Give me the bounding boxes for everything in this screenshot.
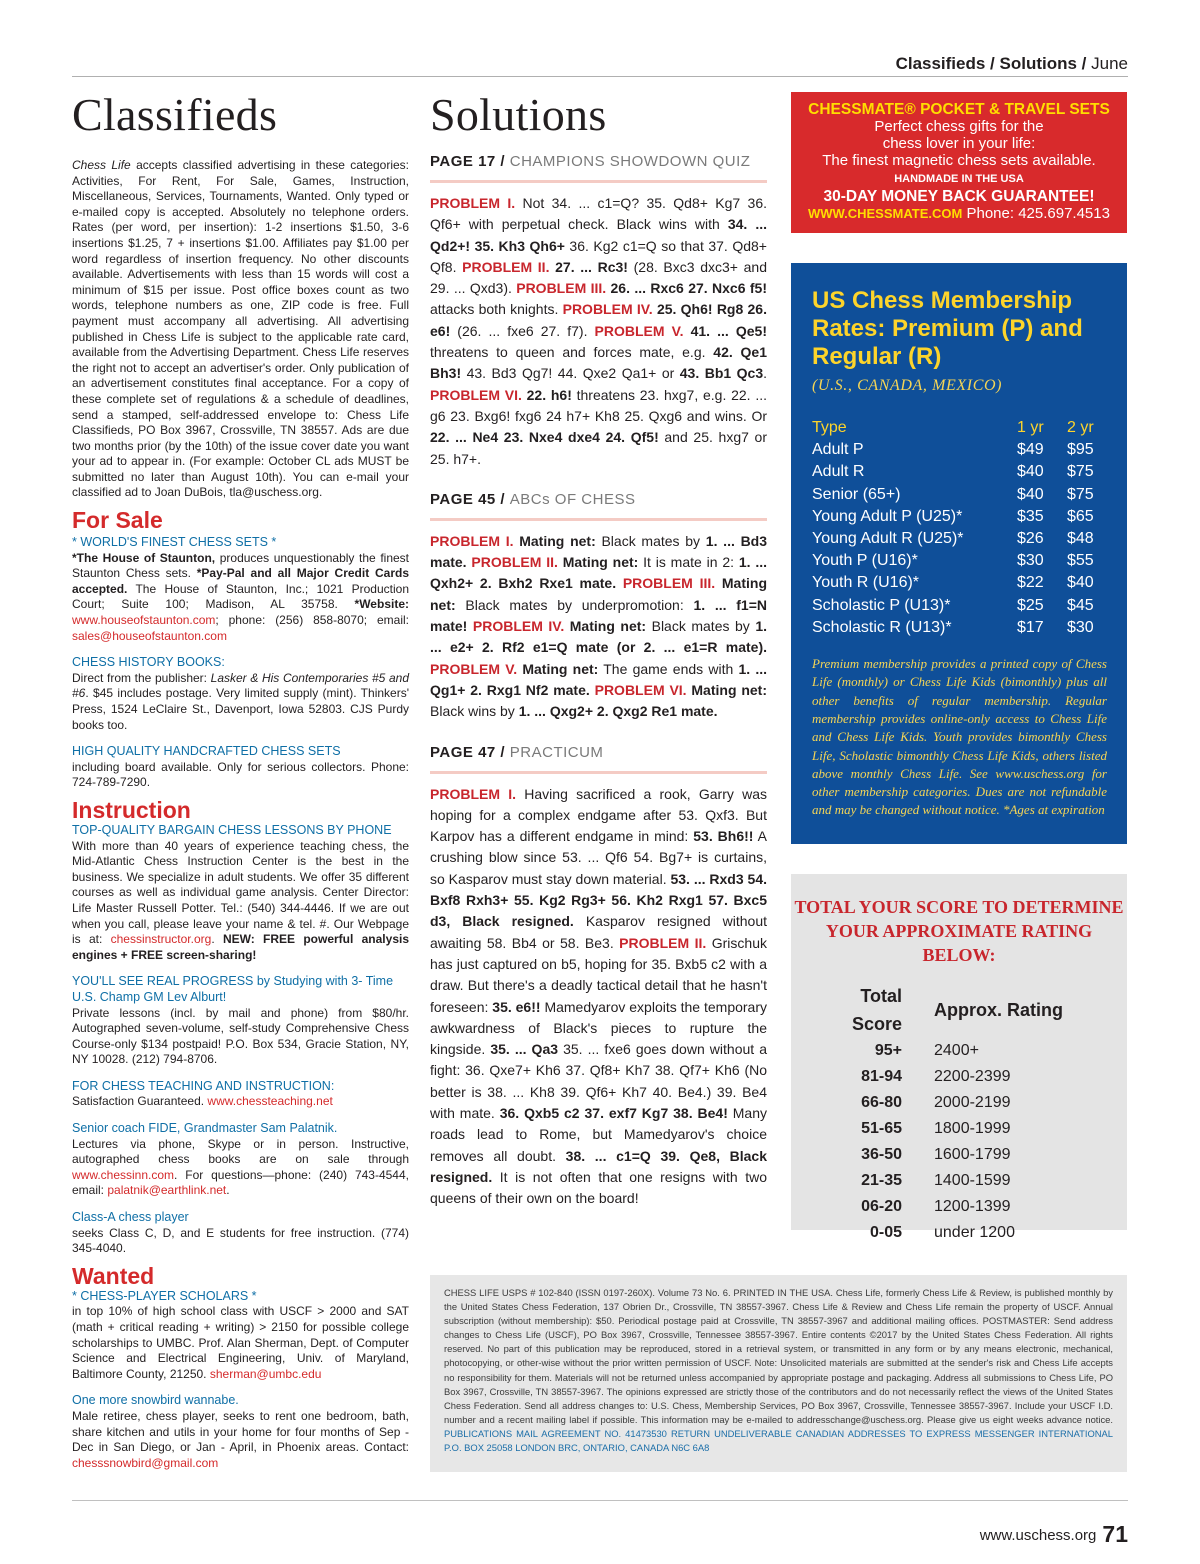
- ad-body: Direct from the publisher: Lasker & His Contemporaries #5 and #6. $45 includes postage. Very limited supply (mint). Thinkers' Press, 1524 LeClaire St., Davenport, Iowa 52803. CJS Purdy books too.: [72, 670, 409, 732]
- header-rule: [72, 76, 1128, 77]
- ad-line: chess lover in your life:: [882, 135, 1036, 152]
- table-header: Total Score Approx. Rating: [851, 986, 1063, 1034]
- classifieds-column: [72, 158, 409, 1471]
- ad-body: Satisfaction Guaranteed. www.chessteaching.net: [72, 1094, 333, 1109]
- table-row: Senior (65+) $40 $75: [812, 485, 1094, 503]
- table-row: 81-94 2200-2399: [861, 1068, 1011, 1085]
- membership-table: [812, 417, 1107, 639]
- link-houseofstaunton[interactable]: www.houseofstaunton.com: [72, 613, 216, 628]
- ad-body: Lectures via phone, Skype or in person. Instructive, autographed chess books are on sale through www.chessinn.com. For questions—phone: (240) 743-4544, email: palatnik@earthlink.net.: [72, 1136, 409, 1198]
- header-month: June: [1091, 54, 1128, 73]
- membership-box: [791, 263, 1127, 844]
- ad-website[interactable]: WWW.CHESSMATE.COM: [808, 206, 963, 221]
- ad-subhead: Class-A chess player: [72, 1210, 189, 1225]
- table-row: 66-80 2000-2199: [861, 1094, 1011, 1111]
- legal-text: CHESS LIFE USPS # 102-840 (ISSN 0197-260X). Volume 73 No. 6. PRINTED IN THE USA. Chess Life, formerly Chess Life & Review, is published monthly by the United States Chess Federation, 137 Obrien Dr., Crossville, TN 38557-3967. Chess Life & Review and Chess Life remain the property of USCF. Annual subscription (without membership): $50. Periodical postage paid at Crossville, TN 38557-3967 and additional mailing offices. POSTMASTER: Send address changes to Chess Life (USCF), PO Box 3967, Crossville, Tennessee 38557-3967. Entire contents ©2017 by the United States Chess Federation. All rights reserved. No part of this publication may be reproduced, stored in a retrieval system, or transmitted in any form or by any means electronic, mechanical, photocopying, or other-wise without the prior written permission of USCF. Note: Unsolicited materials are submitted at the sender's risk and Chess Life accepts no responsibility for them. Materials will not be returned unless accompanied by appropriate postage and packaging. Address all submissions to Chess Life, PO Box 3967, Crossville, TN 38557-3967. The opinions expressed are strictly those of the contributors and do not necessarily reflect the views of the United States Chess Federation. Send all address changes to: U.S. Chess, Membership Services, PO Box 3967, Crossville, Tennessee 38557-3967. Include your USCF I.D. number and a recent mailing label if possible. This information may be e-mailed to addresschange@uschess.org. Please give us eight weeks advance notice.: [444, 1287, 1113, 1425]
- header-sep: /: [985, 54, 1000, 73]
- table-row: Adult P $49 $95: [812, 441, 1094, 459]
- link-chessinn[interactable]: www.chessinn.com: [72, 1167, 175, 1182]
- link-chessinstructor[interactable]: chessinstructor.org: [110, 932, 212, 947]
- chessmate-ad[interactable]: [791, 92, 1127, 233]
- ad-body: With more than 40 years of experience teaching chess, the Mid-Atlantic Chess Instruction Center is the best in the business. We specialize in adult students. We offer 35 different courses as well as individual game analysis. Center Director: Life Master Russell Potter. Tel.: (540) 344-4446. If we are out when you call, please leave your name & tel. #. Our Webpage is at: chessinstructor.org. NEW: FREE powerful analysis engines + FREE screen-sharing!: [72, 838, 409, 962]
- intro-text: accepts classified advertising in these categories: Activities, For Rent, For Sale, Games, Instruction, Miscellaneous, Services, Tournaments, Wanted. Only typed or e-mailed copy is accepted. Absolutely no telephone orders. Rates (per word, per insertion): 1-2 insertions $1.50, 3-6 insertions $1.25, 7 + insertions $1.00. Affiliates pay $1.00 per word regardless of insertion frequency. No other discounts available. Advertisements with less than 15 words will cost a minimum of $15 per issue. Post office boxes count as two words, telephone numbers as one, ZIP code is free. Full payment must accompany all advertising. All advertising published in Chess Life is subject to the applicable rate card, available from the Advertising Department. Chess Life reserves the right not to accept an advertiser's order. Only publication of an advertisement constitutes final acceptance. For a copy of these complete set of regulations & a schedule of deadlines, send a stamped, self-addressed envelope to: Chess Life Classifieds, PO Box 3967, Crossville, TN 38557. Ads are due two months prior (by the 10th) of the issue cover date you want your ad to appear in. (For example: October CL ads MUST be submitted no later than August 10th). You can e-mail your classified ad to Joan DuBois, tla@uschess.org.: [72, 158, 409, 500]
- footer-site[interactable]: www.uschess.org: [979, 1527, 1097, 1544]
- membership-title: US Chess Membership Rates: Premium (P) and Regular (R): [812, 287, 1083, 370]
- ad-subhead: FOR CHESS TEACHING AND INSTRUCTION:: [72, 1078, 335, 1093]
- table-row: Young Adult R (U25)* $26 $48: [812, 530, 1094, 548]
- table-row: Youth P (U16)* $30 $55: [812, 552, 1094, 570]
- table-header: Type 1 yr 2 yr: [812, 419, 1094, 436]
- ad-contact: [791, 205, 1127, 222]
- ad-subhead: YOU'LL SEE REAL PROGRESS by Studying with 3- Time U.S. Champ GM Lev Alburt!: [72, 974, 394, 1004]
- header-classifieds: Classifieds: [895, 54, 986, 73]
- footer-rule: [72, 1500, 1128, 1501]
- link-chessteaching[interactable]: www.chessteaching.net: [207, 1094, 333, 1109]
- table-row: Adult R $40 $75: [812, 463, 1094, 481]
- ad-subhead: TOP-QUALITY BARGAIN CHESS LESSONS BY PHONE: [72, 822, 392, 837]
- link-sherman-email[interactable]: sherman@umbc.edu: [209, 1366, 322, 1381]
- page-number: 71: [1102, 1521, 1128, 1547]
- ad-body: in top 10% of high school class with USCF > 2000 and SAT (math + critical reading + writing) > 2150 for possible college scholarships to UMBC. Prof. Alan Sherman, Dept. of Computer Science and Electrical Engineering, Univ. of Maryland, Baltimore County, 21250. sherman@umbc.edu: [72, 1304, 409, 1381]
- score-table: [831, 982, 1094, 1246]
- ad-guarantee: 30-DAY MONEY BACK GUARANTEE!: [823, 188, 1095, 205]
- solutions-column: [430, 152, 767, 1209]
- ad-headline: CHESSMATE® POCKET & TRAVEL SETS: [808, 101, 1110, 118]
- instruction-heading: Instruction: [72, 796, 191, 823]
- wanted-heading: Wanted: [72, 1262, 155, 1289]
- for-sale-heading: For Sale: [72, 507, 163, 534]
- ad-body: including board available. Only for serious collectors. Phone: 724-789-7290.: [72, 759, 409, 790]
- ad-body: Private lessons (incl. by mail and phone) from $80/hr. Autographed seven-volume, self-study Comprehensive Chess Course-only $134 postpaid! P.O. Box 534, Gracie Station, NY, NY 10028. (212) 794-8706.: [72, 1005, 409, 1067]
- membership-region: (U.S., CANADA, MEXICO): [812, 377, 1003, 394]
- membership-note: Premium membership provides a printed copy of Chess Life (monthly) or Chess Life Kids (bimonthly) plus all other benefits of regular membership. Regular membership provides online-only access to Chess Life and Chess Life Kids. Youth provides bimonthly Chess Life, Scholastic bimonthly Chess Life Kids, others listed above monthly Chess Life. See www.uschess.org for other membership categories. Dues are not refundable and may be changed without notice. *Ages at expiration: [812, 656, 1107, 818]
- table-row: 06-20 1200-1399: [861, 1198, 1011, 1215]
- intro-italic: Chess Life: [72, 158, 131, 172]
- classifieds-intro: [72, 158, 409, 501]
- ad-body: *The House of Staunton, produces unquestionably the finest Staunton Chess sets. *Pay-Pal and all Major Credit Cards accepted. The House of Staunton, Inc.; 1021 Production Court; Suite 100; Madison, AL 35758. *Website: www.houseofstaunton.com; phone: (256) 858-8070; email: sales@houseofstaunton.com: [72, 550, 410, 643]
- ad-body: seeks Class C, D, and E students for free instruction. (774) 345-4040.: [72, 1225, 409, 1256]
- solution-text: PROBLEM I. Not 34. ... c1=Q? 35. Qd8+ Kg7 36. Qf6+ with perpetual check. Black wins with 34. ... Qd2+! 35. Kh3 Qh6+ 36. Kg2 c1=Q so that 37. Qd8+ Qf8. PROBLEM II. 27. ... Rc3! (28. Bxc3 dxc3+ and 29. ... Qxd3). PROBLEM III. 26. ... Rxc6 27. Nxc6 f5! attacks both knights. PROBLEM IV. 25. Qh6! Rg8 26. e6! (26. ... fxe6 27. f7). PROBLEM V. 41. ... Qe5! threatens to queen and forces mate, e.g. 42. Qe1 Bh3! 43. Bd3 Qg7! 44. Qxe2 Qa1+ or 43. Bb1 Qc3. PROBLEM VI. 22. h6! threatens 23. hxg7, e.g. 22. ... g6 23. Bxg6! fxg6 24 h7+ Kh8 25. Qxg6 and wins. Or 22. ... Ne4 23. Nxe4 dxe4 24. Qf5! and 25. hxg7 or 25. h7+.: [430, 195, 768, 467]
- ad-subhead: CHESS HISTORY BOOKS:: [72, 655, 225, 670]
- link-sales-email[interactable]: sales@houseofstaunton.com: [72, 628, 227, 643]
- table-row: Scholastic R (U13)* $17 $30: [812, 618, 1094, 636]
- classifieds-title: Classifieds: [72, 89, 278, 140]
- ad-subhead: One more snowbird wannabe.: [72, 1393, 239, 1408]
- ad-handmade: HANDMADE IN THE USA: [894, 173, 1024, 185]
- table-row: 51-65 1800-1999: [861, 1120, 1011, 1137]
- table-row: Youth R (U16)* $22 $40: [812, 574, 1094, 592]
- table-row: Young Adult P (U25)* $35 $65: [812, 507, 1094, 525]
- table-row: 95+ 2400+: [874, 1042, 979, 1059]
- legal-canada-notice: PUBLICATIONS MAIL AGREEMENT NO. 41473530 RETURN UNDELIVERABLE CANADIAN ADDRESSES TO EXPRESS MESSENGER INTERNATIONAL P.O. BOX 25058 LONDON BRC, ONTARIO, CANADA N6C 6A8: [444, 1427, 1113, 1454]
- solution-text: PROBLEM I. Having sacrificed a rook, Garry was hoping for a complex endgame after 53. Qxf3. But Karpov has a different endgame in mind: 53. Bh6!! A crushing blow since 53. ... Qf6 54. Bg7+ is curtains, so Kasparov must stay down material. 53. ... Rxd3 54. Bxf8 Rxh3+ 55. Kg2 Rg3+ 56. Kh2 Rxg1 57. Bxc5 d3, Black resigned. Kasparov resigned without awaiting 58. Bb4 or 58. Be3. PROBLEM II. Grischuk has just captured on b5, hoping for 35. Bxb5 c2 with a draw. But there's a deadly tactical detail that he hasn't foreseen: 35. e6!! Mamedyarov exploits the temporary awkwardness of Black's pieces to rupture the kingside. 35. ... Qa3 35. ... fxe6 goes down without a fight: 36. Qxe7+ Kh6 37. Qf8+ Kh7 38. Qf7+ Kh6 (No better is 38. ... Kh8 39. Qf6+ Kh7 40. Be4.) 39. Be4 with mate. 36. Qxb5 c2 37. exf7 Kg7 38. Be4! Many roads lead to Rome, but Mamedyarov's choice removes all doubt. 38. ... c1=Q 39. Qe8, Black resigned. It is not often that one resigns with two queens of their own on the board!: [430, 785, 768, 1207]
- link-palatnik-email[interactable]: palatnik@earthlink.net: [107, 1183, 227, 1198]
- solution-section-heading: PAGE 47 / PRACTICUM: [430, 743, 767, 774]
- ad-subhead: Senior coach FIDE, Grandmaster Sam Palatnik.: [72, 1121, 338, 1136]
- running-header: [896, 54, 1128, 74]
- legal-notice: [430, 1275, 1127, 1472]
- link-snowbird-email[interactable]: chesssnowbird@gmail.com: [72, 1455, 219, 1470]
- table-row: 21-35 1400-1599: [861, 1172, 1011, 1189]
- score-box: [791, 874, 1127, 1241]
- score-title: TOTAL YOUR SCORE TO DETERMINE YOUR APPROXIMATE RATING BELOW:: [794, 897, 1124, 965]
- ad-body: Male retiree, chess player, seeks to rent one bedroom, bath, share kitchen and utils in your home for four months of Sep - Dec in San Diego, or Jan - April, in Phoenix areas. Contact: chesssnowbird@gmail.com: [72, 1408, 409, 1470]
- ad-phone: Phone: 425.697.4513: [962, 205, 1110, 222]
- ad-subhead: * CHESS-PLAYER SCHOLARS *: [72, 1288, 257, 1303]
- solution-text: PROBLEM I. Mating net: Black mates by 1. ... Bd3 mate. PROBLEM II. Mating net: It is mate in 2: 1. ... Qxh2+ 2. Bxh2 Rxe1 mate. PROBLEM III. Mating net: Black mates by underpromotion: 1. ... f1=N mate! PROBLEM IV. Mating net: Black mates by 1. ... e2+ 2. Rf2 e1=Q mate (or 2. ... e1=R mate). PROBLEM V. Mating net: The game ends with 1. ... Qg1+ 2. Rxg1 Nf2 mate. PROBLEM VI. Mating net: Black wins by 1. ... Qxg2+ 2. Qxg2 Re1 mate.: [430, 532, 768, 720]
- table-row: Scholastic P (U13)* $25 $45: [812, 596, 1094, 614]
- page-footer: [980, 1521, 1128, 1548]
- ad-subhead: HIGH QUALITY HANDCRAFTED CHESS SETS: [72, 744, 341, 759]
- header-sep: /: [1076, 54, 1092, 73]
- ad-line: Perfect chess gifts for the: [874, 118, 1044, 135]
- solution-section-heading: PAGE 45 / ABCs OF CHESS: [430, 490, 767, 521]
- table-row: 0-05 under 1200: [869, 1224, 1015, 1241]
- solutions-title: Solutions: [430, 89, 607, 140]
- header-solutions: Solutions: [999, 54, 1077, 73]
- ad-line: The finest magnetic chess sets available.: [822, 152, 1096, 169]
- table-row: 36-50 1600-1799: [861, 1146, 1011, 1163]
- ad-subhead: * WORLD'S FINEST CHESS SETS *: [72, 535, 277, 550]
- solution-section-heading: PAGE 17 / CHAMPIONS SHOWDOWN QUIZ: [430, 152, 767, 183]
